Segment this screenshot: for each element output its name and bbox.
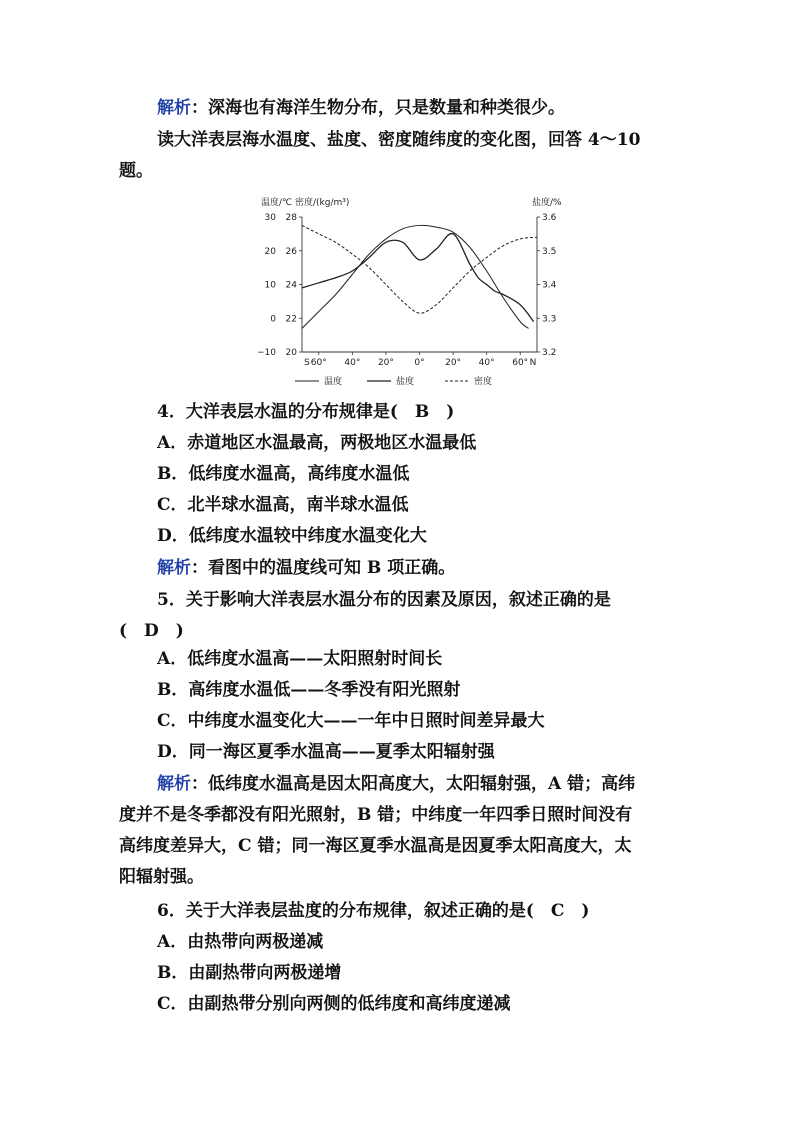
instruction-line-2: 题。: [119, 161, 153, 181]
q4-stem: 4．大洋表层水温的分布规律是( B ): [157, 402, 455, 422]
q4-option-b: B．低纬度水温高，高纬度水温低: [157, 464, 410, 484]
q4-analysis: [157, 556, 455, 580]
q6-option-b: B．由副热带向两极递增: [157, 963, 342, 983]
temp-tick-label: −10: [257, 348, 276, 358]
analysis-text: ：看图中的温度线可知 B 项正确。: [191, 558, 456, 578]
temp-tick-label: 30: [264, 213, 276, 223]
q5-option-a: A．低纬度水温高——太阳照射时间长: [157, 649, 443, 669]
q5-option-d: D．同一海区夏季水温高——夏季太阳辐射强: [157, 742, 495, 762]
x-tick-label: N: [529, 358, 537, 368]
q5-analysis-line-4: 阳辐射强。: [119, 867, 204, 887]
temp-tick-label: 20: [264, 246, 276, 257]
analysis-text: ：低纬度水温高是因太阳高度大，太阳辐射强，A 错；高纬: [191, 774, 636, 794]
q6-option-a: A．由热带向两极递减: [157, 932, 324, 952]
analysis-label: 解析: [157, 558, 191, 578]
q5-analysis-line-3: 高纬度差异大，C 错；同一海区夏季水温高是因夏季太阳高度大，太: [119, 836, 632, 856]
density-tick-label: 26: [285, 246, 297, 257]
legend-label: 盐度: [396, 377, 415, 387]
q5-stem-line-2: ( D ): [119, 621, 184, 641]
q6-option-c: C．由副热带分别向两侧的低纬度和高纬度递减: [157, 994, 511, 1014]
q4-option-d: D．低纬度水温较中纬度水温变化大: [157, 526, 427, 546]
density-tick-label: 28: [285, 213, 297, 223]
chart-series: [302, 225, 537, 328]
legend-label: 温度: [324, 377, 343, 387]
density-tick-label: 24: [285, 280, 297, 291]
x-tick-label: 60°: [512, 358, 529, 368]
x-tick-label: 60°: [310, 358, 327, 368]
temp-tick-label: 10: [264, 280, 276, 291]
chart-axes: [302, 217, 537, 352]
q5-analysis-line-2: 度并不是冬季都没有阳光照射，B 错；中纬度一年四季日照时间没有: [119, 805, 633, 825]
chart-legend: [295, 375, 492, 387]
x-tick-label: 20°: [445, 358, 462, 368]
right-axis-label: 盐度/%: [532, 198, 562, 208]
series-line-temperature: [302, 225, 529, 328]
q5-option-b: B．高纬度水温低——冬季没有阳光照射: [157, 680, 461, 700]
salinity-tick-label: 3.3: [542, 314, 557, 325]
x-tick-label: 40°: [478, 358, 495, 368]
series-line-salinity: [302, 234, 534, 322]
analysis-label: 解析: [157, 98, 191, 118]
series-line-density: [302, 225, 537, 313]
x-tick-label: 0°: [414, 358, 425, 368]
density-tick-label: 22: [285, 314, 297, 325]
salinity-tick-label: 3.4: [542, 280, 557, 291]
temp-tick-label: 0: [270, 314, 276, 325]
salinity-tick-label: 3.5: [542, 246, 557, 257]
density-tick-label: 20: [285, 348, 297, 358]
q4-option-a: A．赤道地区水温最高，两极地区水温最低: [157, 433, 477, 453]
q5-analysis-line-1: [157, 772, 635, 796]
q6-stem: 6．关于大洋表层盐度的分布规律，叙述正确的是( C ): [157, 901, 590, 921]
legend-label: 密度: [474, 377, 493, 387]
instruction-line-1: 读大洋表层海水温度、盐度、密度随纬度的变化图，回答 4～10: [157, 130, 641, 150]
analysis-label: 解析: [157, 774, 191, 794]
salinity-tick-label: 3.2: [542, 348, 557, 358]
x-tick-label: S: [304, 358, 310, 368]
left-axis-label: 温度/℃ 密度/(kg/m³): [261, 198, 350, 208]
analysis-text: ：深海也有海洋生物分布，只是数量和种类很少。: [191, 98, 565, 118]
salinity-tick-label: 3.6: [542, 213, 557, 223]
x-tick-label: 20°: [377, 358, 394, 368]
q5-option-c: C．中纬度水温变化大——一年中日照时间差异最大: [157, 711, 545, 731]
q4-option-c: C．北半球水温高，南半球水温低: [157, 495, 409, 515]
q5-stem-line-1: 5．关于影响大洋表层水温分布的因素及原因，叙述正确的是: [157, 590, 611, 610]
intro-analysis: [157, 96, 565, 120]
x-tick-label: 40°: [344, 358, 361, 368]
ocean-surface-chart: [255, 190, 575, 390]
